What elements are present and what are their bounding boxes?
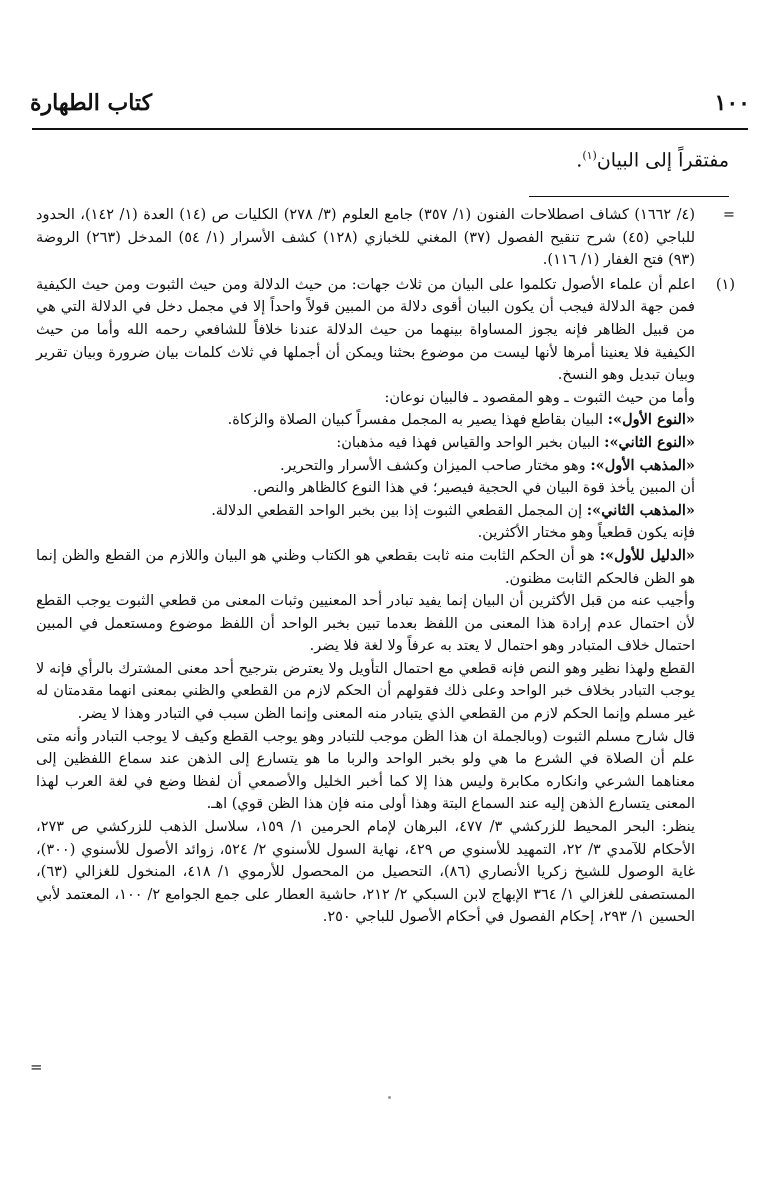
footnote-paragraph: قال شارح مسلم الثبوت (وبالجملة ان هذا الظن موجب للتبادر وهو يوجب القطع وكيف لا يوجب التبادر وأنه متى علم أن الصلاة في الشرع ما هي ولو بخبر الواحد والربا ما هو يتسارع إلى الذهن عند سماع اللفظين إلى معناهما الشرعي وانكاره مكابرة وليس هذا إلا كما أخبر الخليل والأصمعي أن لفظا وضع في لغة العرب لهذا المعنى يتسارع الذهن إليه عند السماع البتة وهذا أولى منه فإن هذا الظن قوي) اهـ. [36,728,695,813]
footnote-paragraph: أن المبين يأخذ قوة البيان في الحجية فيصير؛ في هذا النوع كالظاهر والنص. [252,480,695,497]
main-text-end: . [576,149,583,172]
footnote-paragraph: ينظر: البحر المحيط للزركشي ٣/ ٤٧٧، البرهان لإمام الحرمين ١/ ١٥٩، سلاسل الذهب للزركشي ص ٢٧٣، الأحكام للآمدي ٣/ ٢٢، التمهيد للأسنوي ص ٤٢٩، نهاية السول للأسنوي ٢/ ٥٢٤، زوائد الأصول للأسنوي (٣٠٠)، غاية الوصول للشيخ زكريا الأنصاري (٨٦)، التحصيل من المحصول للأرموي ١/ ٤١٨، المنخول للغزالي (٦٣)، المستصفى للغزالي ١/ ٣٦٤ الإبهاج لابن السبكي ٢/ ٢١٢، حاشية العطار على جمع الجوامع ٢/ ١٠٠، المعتمد لأبي الحسين ١/ ٢٩٣، إحكام الفصول في أحكام الأصول للباجي ٢٥٠. [36,819,696,926]
term-label: «الدليل للأول»: [599,546,695,564]
term-text: البيان بقاطع فهذا يصير به المجمل مفسراً كبيان الصلاة والزكاة. [227,412,608,429]
footnote-reference: (١) [582,149,597,162]
chapter-title: كتاب الطهارة [30,90,153,116]
term-text: البيان بخبر الواحد والقياس فهذا فيه مذهبان: [336,434,605,451]
footnote-paragraph [36,455,695,478]
term-text: وهو مختار صاحب الميزان وكشف الأسرار والتحرير. [280,457,591,474]
footnote-paragraph: فإنه يكون قطعياً وهو مختار الأكثرين. [477,525,695,542]
footnote-paragraph: وأجيب عنه من قبل الأكثرين أن البيان إنما يفيد تبادر أحد المعنيين وثبات المعنى من قطعي الثبوت يوجب القطع لأن احتمال عدم إرادة هذا المعنى من اللفظ بعدما تبين بخبر الواحد أن اللفظ موضوع ومستعمل في المبين احتمال خلاف المتبادر وهو احتمال لا يعتد به عرفاً ولا لغة فلا يضر. [36,593,695,655]
footnote-paragraph [36,545,695,590]
continuation-mark: = [30,1058,43,1076]
footnote-paragraph [36,409,695,432]
page-number: ١٠٠ [714,90,750,116]
footnote-continued [36,204,735,272]
term-label: «المذهب الثاني»: [586,501,695,519]
term-text: هو أن الحكم الثابت منه ثابت بقطعي هو الكتاب وظني هو البيان واللازم من القطع والظن إنما هو الظن فالحكم الثابت مظنون. [36,547,695,587]
footnote-paragraph [36,500,695,523]
footnote-separator [529,196,729,197]
footnote-1 [36,274,735,929]
footnotes [36,204,735,929]
footnote-text: (٤/ ١٦٦٢) كشاف اصطلاحات الفنون (١/ ٣٥٧) جامع العلوم (٣/ ٢٧٨) الكليات ص (١٤) العدة (١/ ١٤٢)، الحدود للباجي (٤٥) شرح تنقيح الفصول (٣٧) المغني للخبازي (١٢٨) كشف الأسرار (١/ ٥٤) المدخل (٢٦٣) الروضة (٩٣) فتح الغفار (١/ ١١٦). [36,207,696,269]
page-header [30,84,750,124]
main-text [39,140,729,176]
term-label: «النوع الثاني»: [604,433,695,451]
main-text-body: مفتقراً إلى البيان [596,149,729,172]
term-text: إن المجمل القطعي الثبوت إذا بين بخبر الواحد القطعي الدلالة. [211,502,587,519]
footnote-marker: (١) [715,276,735,293]
header-rule [32,128,748,130]
term-label: «النوع الأول»: [607,411,695,429]
footnote-paragraph [36,432,695,455]
page-speck [388,1096,391,1099]
term-label: «المذهب الأول»: [590,456,695,474]
footnote-paragraph: وأما من حيث الثبوت ـ وهو المقصود ـ فالبيان نوعان: [384,389,695,406]
footnote-marker: = [722,207,735,223]
footnote-paragraph: القطع ولهذا نظير وهو النص فإنه قطعي مع احتمال التأويل ولا يعترض بترجيح أحد معنى المشترك بالرأي فإنه لا يوجب التبادر بخلاف خبر الواحد وعلى ذلك فقولهم أن الحكم لازم من القطعي والظني بمعنى انهما مقدمتان له غير مسلم وإنما الحكم لازم من القطعي الذي يتبادر منه المعنى وإنما الظن سبب في التبادر وهذا لا يضر. [36,660,695,723]
footnote-paragraph: اعلم أن علماء الأصول تكلموا على البيان من ثلاث جهات: من حيث الدلالة ومن حيث الثبوت ومن حيث الكيفية فمن جهة الدلالة فيجب أن يكون البيان أقوى دلالة من المبين قولاً واحداً إلا في مجمل دخل في الدلالة التي هي من قبيل الظاهر فإنه يجوز المساواة بينهما من حيث الدلالة عندنا خلافاً للشافعي رحمه الله وأما من حيث الكيفية فلا يعنينا أمرها لأنها ليست من موضوع بحثنا ويمكن أن أجملها في ثلاث كلمات بيان ضرورة وبيان تقرير وبيان تبديل وهو النسخ. [36,276,695,384]
